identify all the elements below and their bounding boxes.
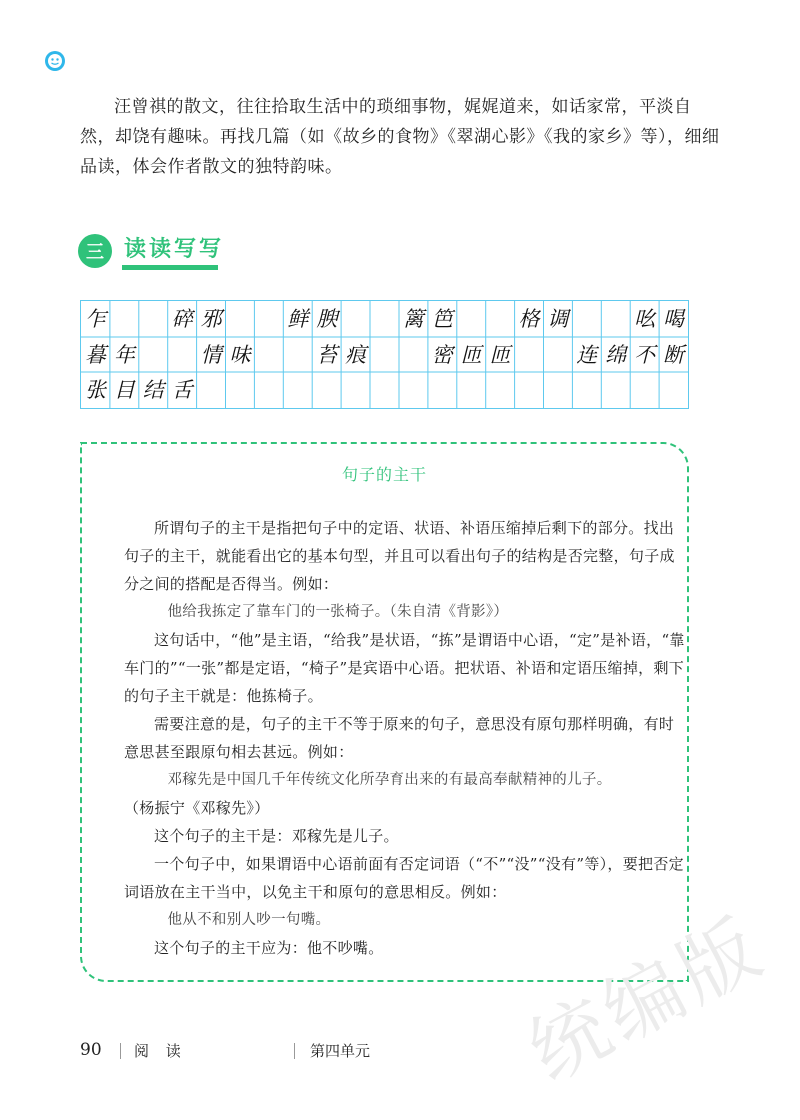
knowledge-box <box>80 442 689 982</box>
grid-character: 连 <box>576 342 598 367</box>
intro-text: 汪曾祺的散文，往往拾取生活中的琐细事物，娓娓道来，如话家常，平淡自然，却饶有趣味。再找几篇（如《故乡的食物》《翠湖心影》《我的家乡》等），细细品读，体会作者散文的独特韵味。 <box>80 97 720 177</box>
knowledge-title: 句子的主干 <box>341 465 427 484</box>
grid-character: 匝 <box>460 342 482 367</box>
note-paragraph: 这个句子的主干应为：他不吵嘴。 <box>154 939 384 957</box>
example-sentence: 邓稼先是中国几千年传统文化所孕育出来的有最高奉献精神的儿子。 <box>167 772 612 788</box>
grid-character: 鲜 <box>287 307 309 331</box>
grid-character: 张 <box>85 378 106 402</box>
grid-character: 不 <box>634 342 656 367</box>
grid-character: 苔 <box>316 342 338 367</box>
section-underline <box>122 265 218 270</box>
grid-character: 邪 <box>200 307 222 331</box>
page-number: 90 <box>80 1040 102 1060</box>
footer-label: 阅 读 <box>134 1042 187 1060</box>
note-paragraph: 这个句子的主干是：邓稼先是儿子。 <box>154 827 399 845</box>
grid-character: 笆 <box>431 307 453 331</box>
grid-character: 喝 <box>663 307 684 331</box>
grid-character: 绵 <box>605 342 627 367</box>
example-sentence: 他给我拣定了靠车门的一张椅子。（朱自清《背影》） <box>167 604 509 620</box>
grid-character: 调 <box>547 307 569 331</box>
section-number-badge: 三 <box>78 234 112 268</box>
knowledge-body <box>124 514 689 962</box>
grid-character: 暮 <box>85 342 106 367</box>
grid-character: 密 <box>431 342 453 367</box>
grid-character: 断 <box>663 342 684 367</box>
writing-grid <box>80 300 689 409</box>
grid-character: 舌 <box>171 378 193 402</box>
note-paragraph: 一个句子中，如果谓语中心语前面有否定词语（“不”“没”“没有”等），要把否定词语放在主干当中，以免主干和原句的意思相反。例如： <box>124 855 684 901</box>
grid-character: 吆 <box>634 307 656 331</box>
intro-paragraph <box>80 92 720 182</box>
footer-unit: 第四单元 <box>310 1042 371 1060</box>
note-paragraph: 所谓句子的主干是指把句子中的定语、状语、补语压缩掉后剩下的部分。找出句子的主干，就能看出它的基本句型，并且可以看出句子的结构是否完整，句子成分之间的搭配是否得当。例如： <box>124 519 675 593</box>
grid-character: 痕 <box>345 342 367 367</box>
watermark: 统编版 <box>514 901 780 1100</box>
grid-character: 碎 <box>171 307 193 331</box>
smiley-icon <box>44 50 66 72</box>
footer-divider <box>294 1043 295 1059</box>
example-source: （杨振宁《邓稼先》） <box>124 799 270 817</box>
grid-character: 乍 <box>85 307 106 331</box>
grid-character: 结 <box>142 378 164 402</box>
grid-character: 格 <box>518 307 540 331</box>
grid-character: 腴 <box>316 307 338 331</box>
footer-divider <box>120 1043 121 1059</box>
grid-character: 篱 <box>402 307 424 331</box>
note-paragraph: 需要注意的是，句子的主干不等于原来的句子，意思没有原句那样明确，有时意思甚至跟原句相去甚远。例如： <box>124 715 675 761</box>
page-footer <box>80 1040 720 1062</box>
grid-character: 年 <box>113 342 135 367</box>
grid-character: 味 <box>229 342 251 367</box>
example-sentence: 他从不和别人吵一句嘴。 <box>167 912 331 928</box>
note-paragraph: 这句话中，“他”是主语，“给我”是状语，“拣”是谓语中心语，“定”是补语，“靠车门的”“一张”都是定语，“椅子”是宾语中心语。把状语、补语和定语压缩掉，剩下的句子主干就是：他拣椅子。 <box>124 631 685 705</box>
section-title: 读读写写 <box>124 237 225 262</box>
grid-character: 匝 <box>489 342 511 367</box>
grid-character: 情 <box>200 342 222 367</box>
grid-character: 目 <box>113 378 135 402</box>
